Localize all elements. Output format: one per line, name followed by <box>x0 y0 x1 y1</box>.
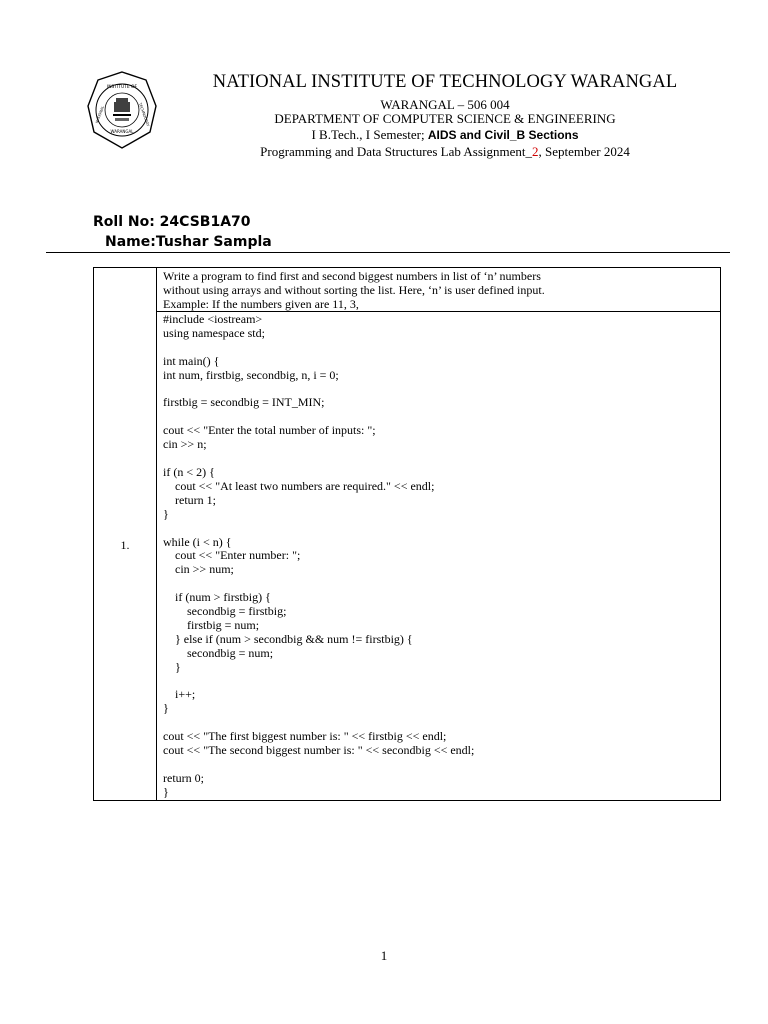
logo-text-right: TECHNOLOGY <box>137 102 151 127</box>
question-line: Example: If the numbers given are 11, 3, <box>163 297 359 311</box>
institute-name: NATIONAL INSTITUTE OF TECHNOLOGY WARANGAL <box>212 72 678 92</box>
lab-assignment-line <box>190 144 700 160</box>
question-number: 1. <box>120 538 130 552</box>
semester-text: I B.Tech., I Semester; <box>311 127 428 142</box>
page-number: 1 <box>380 948 388 963</box>
logo-text-top: INSTITUTE OF <box>106 85 138 90</box>
assignment-table <box>93 267 721 801</box>
header-divider <box>46 252 730 253</box>
question-line: Write a program to find first and second biggest numbers in list of ‘n’ numbers <box>163 269 541 283</box>
code-solution: #include <iostream> using namespace std; int main() { int num, firstbig, secondbig, n, i = 0; firstbig = secondbig = INT_MIN; cout << "Enter the total number of inputs: "; cin >> n; if (n < 2) { cout << "At least two numbers are required." << endl; return 1; } while (i < n) { cout << "Enter number: "; cin >> num; if (num > firstbig) { secondbig = firstbig; firstbig = num; } else if (num > secondbig && num != firstbig) { secondbig = num; } i++; } cout << "The first biggest number is: " << firstbig << endl; cout << "The second biggest number is: " << secondbig << endl; return 0; } <box>163 312 475 799</box>
assignment-number: 2 <box>532 144 539 159</box>
lab-assignment-date: , September 2024 <box>538 144 630 159</box>
sections-text: AIDS and Civil_B Sections <box>427 128 579 142</box>
semester-line <box>190 127 700 143</box>
institute-address: WARANGAL – 506 004 <box>380 97 510 112</box>
logo-text-left: NATIONAL <box>95 105 106 124</box>
department-name: DEPARTMENT OF COMPUTER SCIENCE & ENGINEERING <box>274 111 616 126</box>
column-divider <box>156 268 157 800</box>
question-text <box>163 269 715 311</box>
question-line: without using arrays and without sorting the list. Here, ‘n’ is user defined input. <box>163 283 545 297</box>
lab-assignment-title: Programming and Data Structures Lab Assignment_ <box>260 144 533 159</box>
logo-text-bottom: WARANGAL <box>110 129 134 134</box>
roll-number: Roll No: 24CSB1A70 <box>93 214 251 230</box>
institute-logo <box>86 70 158 150</box>
student-name: Name:Tushar Sampla <box>105 234 272 250</box>
